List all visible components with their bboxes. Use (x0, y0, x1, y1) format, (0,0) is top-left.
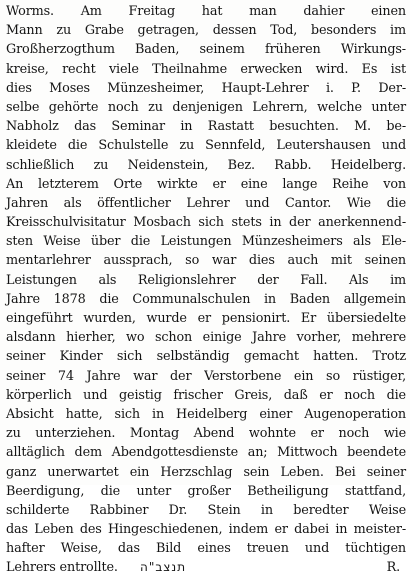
article-line-24: alltäglich dem Abendgottesdienste an; Mittwoch beendete (6, 445, 406, 461)
article-line-9: schließlich zu Neidenstein, Bez. Rabb. Heidelberg. (6, 157, 406, 173)
article-line-11: Jahren als öffentlicher Lehrer und Cantor. Wie die (6, 195, 406, 211)
article-line-22: Absicht hatte, sich in Heidelberg einer Augenoperation (6, 406, 406, 422)
article-line-28: das Leben des Hingeschiedenen, indem er dabei in meister- (6, 522, 406, 538)
article-final-text: Lehrers entrollte. (6, 560, 118, 576)
article-line-17: eingeführt wurden, wurde er pensionirt. Er übersiedelte (6, 311, 406, 326)
article-line-8: kleidete die Schulstelle zu Sennfeld, Leutershausen und (6, 138, 406, 154)
hebrew-abbreviation: תנצב"ה (140, 560, 187, 575)
article-line-1: Worms. Am Freitag hat man dahier einen (6, 4, 406, 19)
article-line-19: seiner Kinder sich selbständig gemacht hatten. Trotz (6, 349, 406, 365)
article-line-23: zu unterziehen. Montag Abend wohnte er noch wie (6, 426, 406, 442)
article-line-30 (6, 558, 406, 577)
article-line-21: körperlich und geistig frischer Greis, daß er noch die (6, 387, 406, 403)
article-line-6: selbe gehörte noch zu denjenigen Lehrern, welche unter (6, 99, 406, 115)
article-line-18: alsdann hierher, wo schon einige Jahre vorher, mehrere (6, 330, 406, 346)
article-line-5: dies Moses Münzesheimer, Haupt-Lehrer i. P. Der- (6, 80, 406, 96)
article-line-29: hafter Weise, das Bild eines treuen und tüchtigen (6, 541, 406, 557)
article-line-16: Jahre 1878 die Communalschulen in Baden allgemein (6, 291, 406, 307)
article-line-15: Leistungen als Religionslehrer der Fall. Als im (6, 272, 406, 288)
article-line-13: sten Weise über die Leistungen Münzesheimers als Ele- (6, 234, 406, 250)
author-initial: R. (386, 560, 400, 576)
article-line-14: mentarlehrer aussprach, so war dies auch mit seinen (6, 253, 406, 269)
article-line-12: Kreisschulvisitatur Mosbach sich stets in der anerkennend- (6, 215, 406, 231)
article-line-2: Mann zu Grabe getragen, dessen Tod, besonders im (6, 23, 406, 39)
article-line-4: kreise, recht viele Theilnahme erwecken wird. Es ist (6, 61, 406, 77)
article-line-20: seiner 74 Jahre war der Verstorbene ein so rüstiger, (6, 368, 406, 384)
article-line-10: An letzterem Orte wirkte er eine lange Reihe von (6, 176, 406, 192)
obituary-article (6, 2, 406, 578)
article-line-27: schilderte Rabbiner Dr. Stein in beredter Weise (6, 502, 406, 518)
article-line-3: Großherzogthum Baden, seinem früheren Wirkungs- (6, 42, 406, 58)
article-line-7: Nabholz das Seminar in Rastatt besuchten. M. be- (6, 119, 406, 135)
article-line-25: ganz unerwartet ein Herzschlag sein Leben. Bei seiner (6, 464, 406, 480)
article-line-26: Beerdigung, die unter großer Betheiligung stattfand, (6, 483, 406, 499)
